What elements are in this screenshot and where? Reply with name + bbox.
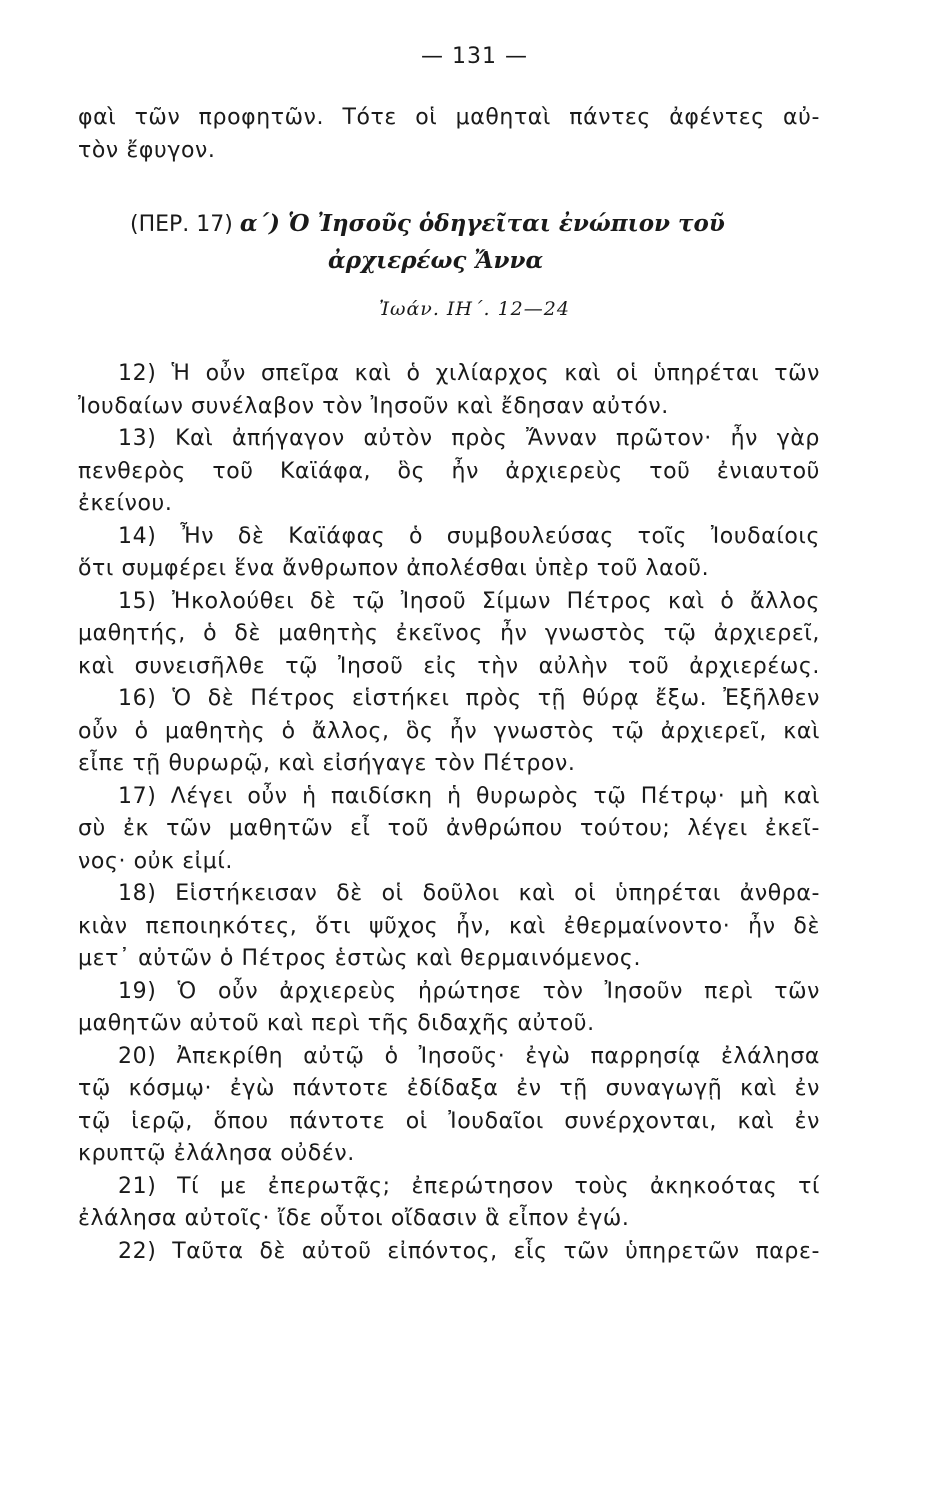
verse-line: 15) Ἠκολούθει δὲ τῷ Ἰησοῦ Σίμων Πέτρος καὶ ὁ ἄλλος: [118, 588, 820, 614]
verse-16: [78, 683, 820, 781]
verse-13: [78, 423, 820, 521]
verse-18: [78, 878, 820, 976]
verse-line: κιὰν πεποιηκότες, ὅτι ψῦχος ἦν, καὶ ἐθερμαίνοντο· ἦν δὲ: [78, 913, 820, 939]
verses-block: [78, 358, 820, 1268]
verse-line: μετ᾽ αὐτῶν ὁ Πέτρος ἑστὼς καὶ θερμαινόμενος.: [78, 946, 642, 971]
verse-line: οὖν ὁ μαθητὴς ὁ ἄλλος, ὃς ἦν γνωστὸς τῷ ἀρχιερεῖ, καὶ: [78, 718, 820, 744]
verse-line: 18) Εἱστήκεισαν δὲ οἱ δοῦλοι καὶ οἱ ὑπηρέται ἀνθρα-: [118, 881, 820, 906]
verse-17: [78, 781, 820, 879]
verse-19: [78, 976, 820, 1041]
section-prefix: (ΠΕΡ. 17): [130, 212, 233, 237]
scripture-reference: Ἰωάν. ΙΗ΄. 12—24: [379, 298, 570, 320]
section-title-part-2: ἀρχιερέως Ἄννα: [328, 247, 544, 274]
verse-line: 12) Ἡ οὖν σπεῖρα καὶ ὁ χιλίαρχος καὶ οἱ ὑπηρέται τῶν: [118, 361, 820, 386]
verse-line: σὺ ἐκ τῶν μαθητῶν εἶ τοῦ ἀνθρώπου τούτου; λέγει ἐκεῖ-: [78, 816, 820, 841]
verse-12: [78, 358, 820, 423]
page-number: — 131 —: [421, 44, 528, 69]
verse-line: 16) Ὁ δὲ Πέτρος εἱστήκει πρὸς τῇ θύρᾳ ἔξω. Ἐξῆλθεν: [118, 686, 820, 711]
section-title-part-1: α΄) Ὁ Ἰησοῦς ὁδηγεῖται ἐνώπιον τοῦ: [239, 210, 725, 237]
verse-line: 17) Λέγει οὖν ἡ παιδίσκη ἡ θυρωρὸς τῷ Πέτρῳ· μὴ καὶ: [118, 783, 820, 809]
intro-line: τὸν ἔφυγον.: [78, 137, 216, 163]
intro-paragraph: [78, 102, 820, 167]
verse-line: εἶπε τῇ θυρωρῷ, καὶ εἰσήγαγε τὸν Πέτρον.: [78, 751, 576, 776]
verse-line: μαθητής, ὁ δὲ μαθητὴς ἐκεῖνος ἦν γνωστὸς τῷ ἀρχιερεῖ,: [78, 621, 820, 646]
verse-line: ὅτι συμφέρει ἕνα ἄνθρωπον ἀπολέσθαι ὑπὲρ τοῦ λαοῦ.: [78, 556, 710, 581]
verse-line: καὶ συνεισῆλθε τῷ Ἰησοῦ εἰς τὴν αὐλὴν τοῦ ἀρχιερέως.: [78, 653, 820, 679]
verse-21: [78, 1171, 820, 1236]
verse-line: 14) Ἦν δὲ Καϊάφας ὁ συμβουλεύσας τοῖς Ἰουδαίοις: [118, 523, 820, 549]
verse-line: κρυπτῷ ἐλάλησα οὐδέν.: [78, 1141, 355, 1166]
verse-line: 20) Ἀπεκρίθη αὐτῷ ὁ Ἰησοῦς· ἐγὼ παρρησίᾳ ἐλάλησα: [118, 1043, 820, 1069]
section-heading-line-1: [78, 206, 820, 243]
verse-line: ἐκείνου.: [78, 491, 173, 516]
verse-line: 21) Τί με ἐπερωτᾷς; ἐπερώτησον τοὺς ἀκηκοότας τί: [118, 1173, 820, 1199]
section-heading: [78, 206, 820, 279]
verse-line: τῷ ἱερῷ, ὅπου πάντοτε οἱ Ἰουδαῖοι συνέρχονται, καὶ ἐν: [78, 1108, 820, 1134]
verse-line: 22) Ταῦτα δὲ αὐτοῦ εἰπόντος, εἷς τῶν ὑπηρετῶν παρε-: [118, 1238, 820, 1264]
verse-line: 13) Καὶ ἀπήγαγον αὐτὸν πρὸς Ἄνναν πρῶτον· ἦν γὰρ: [118, 426, 820, 451]
verse-14: [78, 521, 820, 586]
verse-line: νος· οὐκ εἰμί.: [78, 848, 233, 874]
verse-22: [78, 1236, 820, 1269]
verse-line: Ἰουδαίων συνέλαβον τὸν Ἰησοῦν καὶ ἔδησαν αὐτόν.: [78, 393, 669, 419]
verse-line: μαθητῶν αὐτοῦ καὶ περὶ τῆς διδαχῆς αὐτοῦ.: [78, 1011, 595, 1036]
verse-line: ἐλάλησα αὐτοῖς· ἴδε οὗτοι οἴδασιν ἃ εἶπον ἐγώ.: [78, 1206, 630, 1231]
verse-line: τῷ κόσμῳ· ἐγὼ πάντοτε ἐδίδαξα ἐν τῇ συναγωγῇ καὶ ἐν: [78, 1076, 820, 1101]
verse-15: [78, 586, 820, 684]
intro-line: φαὶ τῶν προφητῶν. Τότε οἱ μαθηταὶ πάντες ἀφέντες αὐ-: [78, 105, 820, 130]
verse-line: πενθερὸς τοῦ Καϊάφα, ὃς ἦν ἀρχιερεὺς τοῦ ἐνιαυτοῦ: [78, 458, 820, 484]
verse-20: [78, 1041, 820, 1171]
verse-line: 19) Ὁ οὖν ἀρχιερεὺς ἠρώτησε τὸν Ἰησοῦν περὶ τῶν: [118, 978, 820, 1004]
